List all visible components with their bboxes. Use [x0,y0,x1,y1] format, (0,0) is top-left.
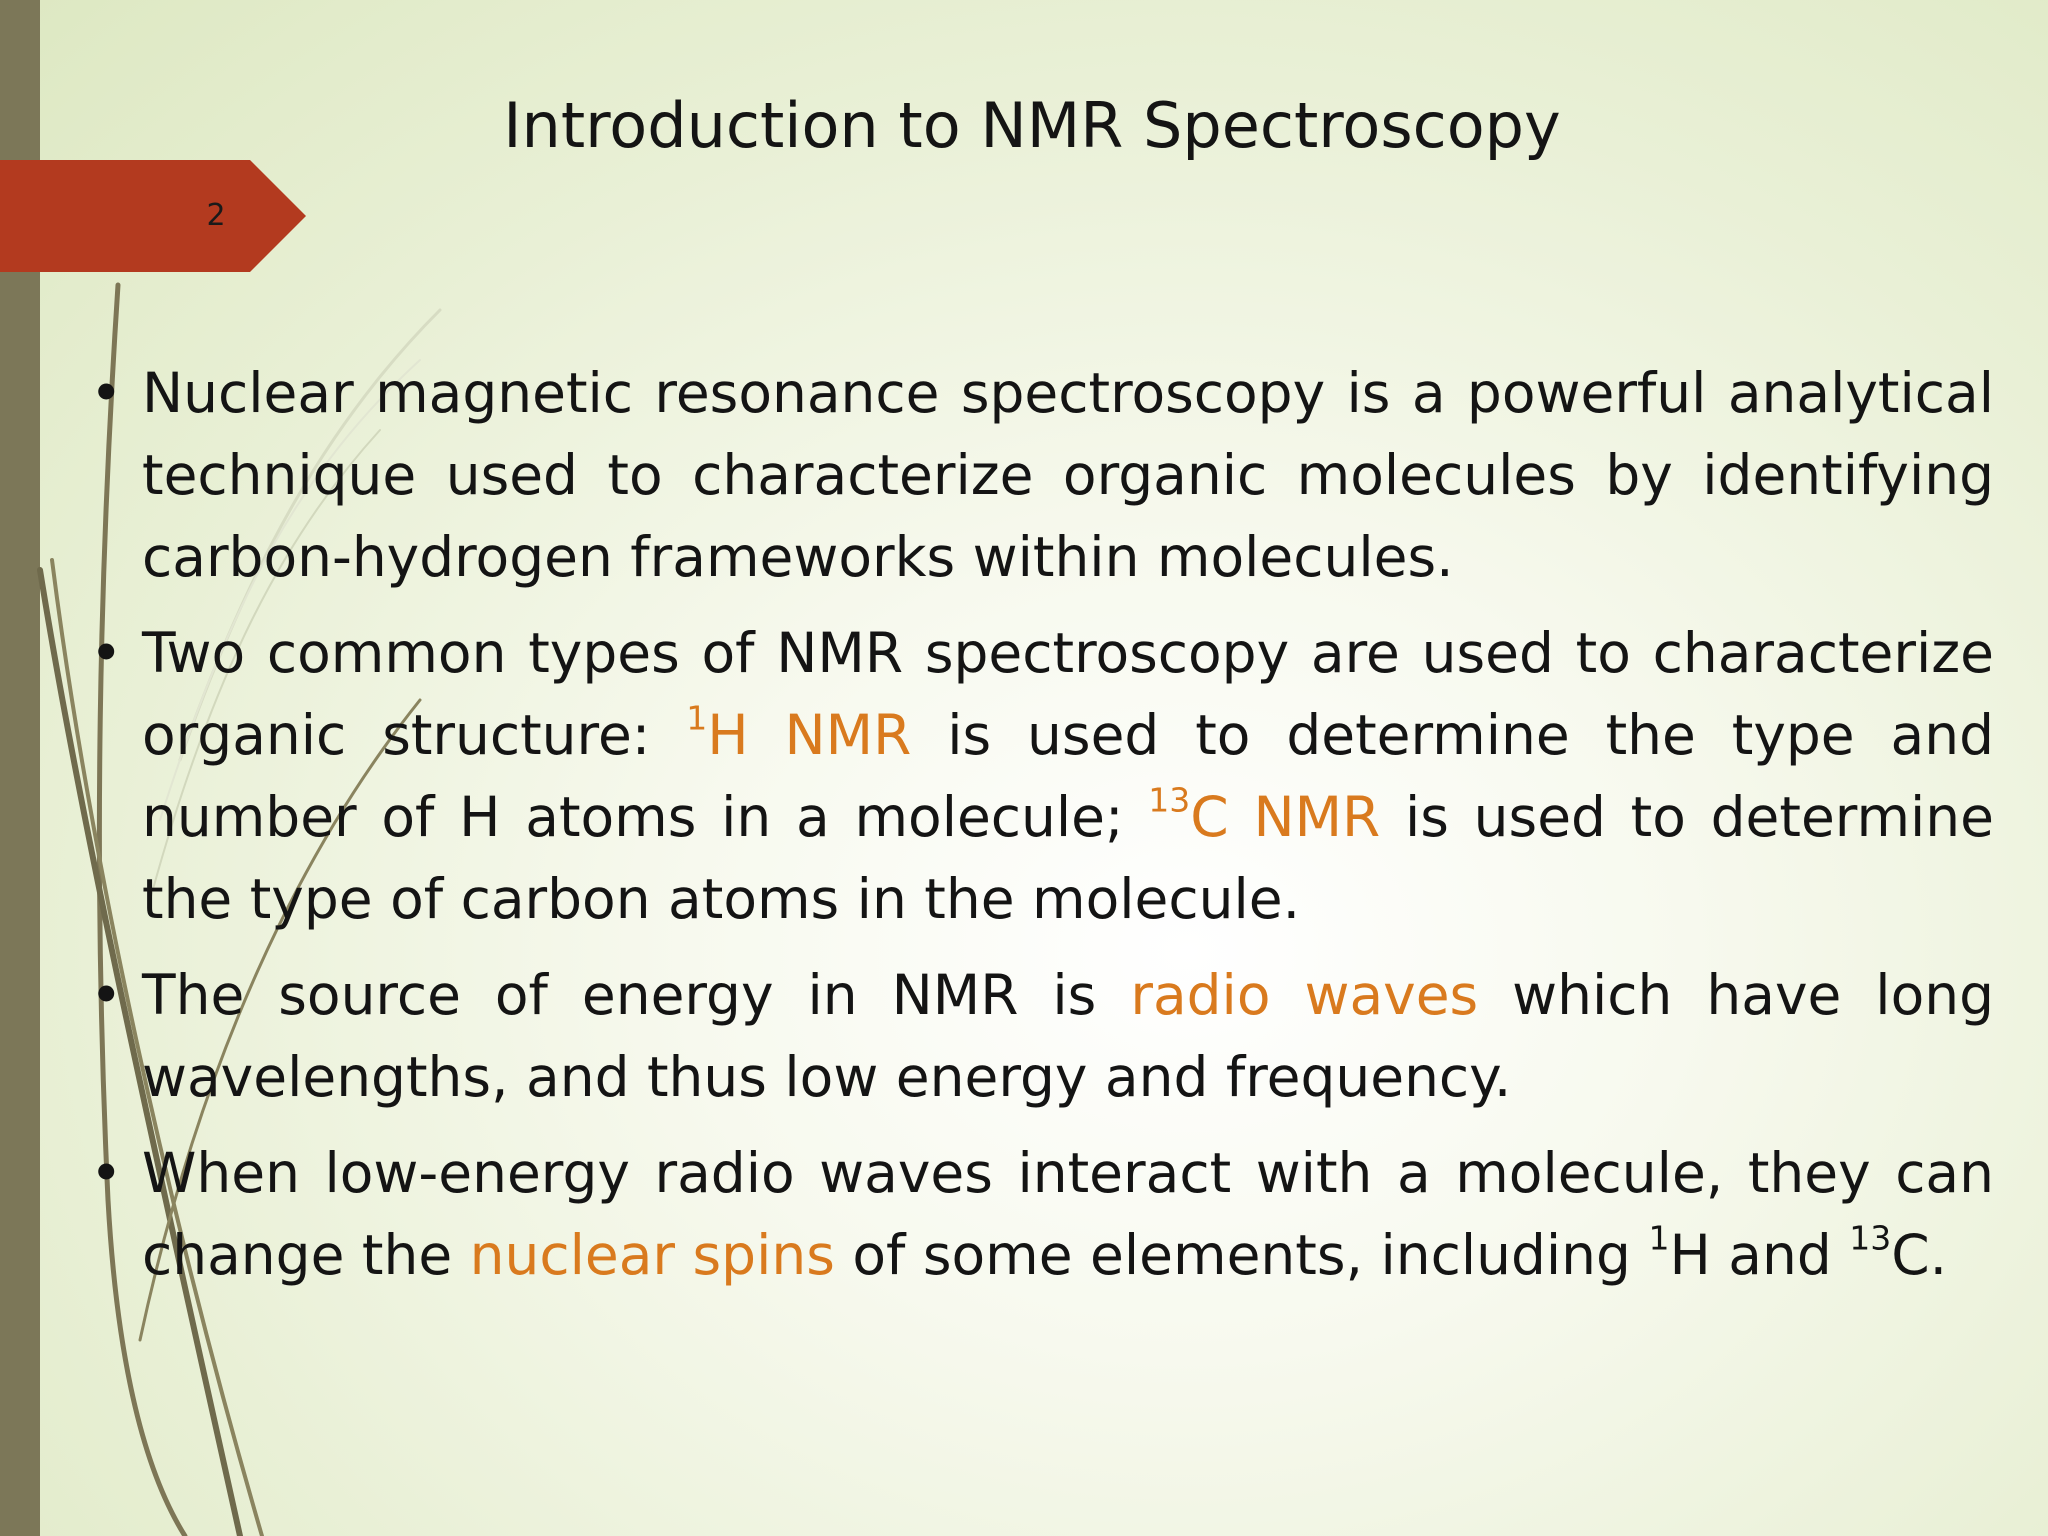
bullet-text-part: is used to determine the type and number of H atoms in a molecule; [142,703,1994,849]
c-mass-number: 13 [1849,1218,1892,1258]
bullet-item-nmr-definition [90,352,1994,598]
bullet-item-nmr-types [90,612,1994,940]
bullet-item-nuclear-spins [90,1132,1994,1296]
bullet-list [90,352,1994,1310]
nuclear-spins-highlight: nuclear spins [469,1223,835,1287]
bullet-text-part: H and [1669,1223,1850,1287]
h-mass-number: 1 [686,698,708,738]
slide-title: Introduction to NMR Spectroscopy [503,89,1561,162]
page-number-tab [0,160,306,272]
bullet-text-part: of some elements, including [834,1223,1649,1287]
h-nmr-highlight [686,698,912,767]
h-nmr-label: H NMR [707,703,912,767]
radio-waves-highlight: radio waves [1130,963,1479,1027]
bullet-text-part: C. [1891,1223,1948,1287]
bullet-item-energy-source [90,954,1994,1118]
bullet-text-part: The source of energy in NMR is [142,963,1131,1027]
bullet-text: Nuclear magnetic resonance spectroscopy is a powerful analytical technique used to characterize organic molecules by identifying carbon-hydrogen frameworks within molecules. [142,361,1994,589]
bullet-text-part: When low-energy radio waves interact with a molecule, they can change the [142,1141,1994,1287]
page-number: 2 [206,198,226,233]
c-nmr-label: C NMR [1190,785,1381,849]
h-mass-number: 1 [1648,1218,1670,1258]
c-mass-number: 13 [1148,780,1191,820]
bullet-text-part: Two common types of NMR spectroscopy are used to characterize organic structure: [142,621,1994,767]
bullet-text-part: which have long wavelengths, and thus low energy and frequency. [142,963,1995,1109]
c-nmr-highlight [1148,780,1381,849]
bullet-text-part: is used to determine the type of carbon atoms in the molecule. [142,785,1994,931]
